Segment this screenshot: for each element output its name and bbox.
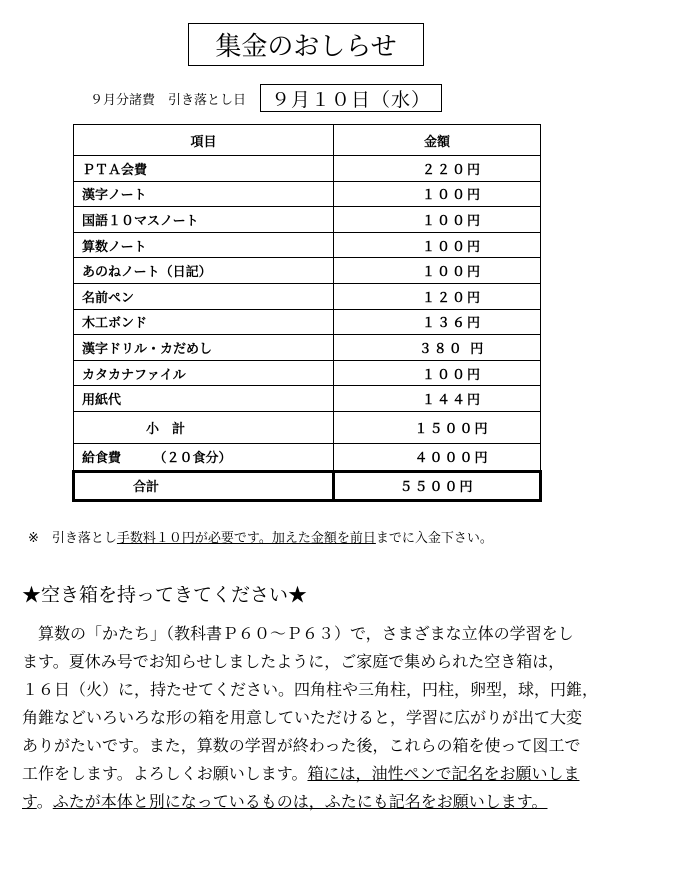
table-row	[74, 258, 541, 284]
paragraph-line: ありがたいです。また，算数の学習が終わった後，これらの箱を使って図工で	[22, 736, 581, 755]
line7-plain: 。	[36, 792, 53, 811]
subtotal-row	[74, 411, 541, 443]
row-item: 漢字ドリル・カだめし	[74, 335, 334, 361]
header-item: 項目	[74, 125, 334, 156]
fee-table	[72, 124, 542, 502]
paragraph-line: １６日（火）に，持たせてください。四角柱や三角柱，円柱，卵型，球，円錐，	[22, 680, 599, 699]
total-row	[74, 471, 541, 500]
line6-plain: 工作をします。よろしくお願いします。	[22, 764, 308, 783]
withdrawal-date: ９月１０日（水）	[260, 84, 442, 112]
instructions-paragraph	[22, 620, 672, 816]
paragraph-line: ます。夏休み号でお知らせしましたように，ご家庭で集められた空き箱は，	[22, 652, 565, 671]
table-row	[74, 386, 541, 412]
row-amount: １００円	[334, 258, 541, 284]
total-label: 合計	[74, 471, 334, 500]
meal-row	[74, 443, 541, 471]
row-amount: １２０円	[334, 283, 541, 309]
paragraph-line: 算数の「かたち」（教科書Ｐ６０～Ｐ６３）で，さまざまな立体の学習をし	[38, 624, 574, 643]
table-row	[74, 232, 541, 258]
page-title: 集金のおしらせ	[188, 23, 424, 66]
row-amount: ２２０円	[334, 156, 541, 182]
paragraph-line	[22, 760, 672, 788]
section-heading: ★空き箱を持ってきてください★	[22, 584, 308, 606]
total-amount: ５５００円	[334, 471, 541, 500]
table-row	[74, 309, 541, 335]
table-row	[74, 207, 541, 233]
row-item: 名前ペン	[74, 283, 334, 309]
table-row	[74, 181, 541, 207]
withdrawal-line	[90, 84, 442, 112]
meal-label: 給食費 （２０食分）	[74, 443, 334, 471]
row-item: 用紙代	[74, 386, 334, 412]
row-amount: １００円	[334, 232, 541, 258]
subtotal-label: 小 計	[74, 411, 334, 443]
withdrawal-label: ９月分諸費 引き落とし日	[90, 92, 247, 108]
table-header-row	[74, 125, 541, 156]
note-underlined: 手数料１０円が必要です。加えた金額を前日	[116, 531, 376, 546]
row-item: 算数ノート	[74, 232, 334, 258]
row-item: ＰＴＡ会費	[74, 156, 334, 182]
line6-underlined: 箱には，油性ペンで記名をお願いしま	[307, 764, 580, 783]
line7-underlined: ふたが本体と別になっているものは，ふたにも記名をお願いします。	[52, 792, 548, 811]
table-row	[74, 283, 541, 309]
note-prefix: ※ 引き落とし	[28, 531, 117, 546]
header-amount: 金額	[334, 125, 541, 156]
line7-underlined-start: す	[22, 792, 37, 811]
row-item: カタカナファイル	[74, 360, 334, 386]
fee-note	[28, 527, 493, 546]
row-item: あのねノート（日記）	[74, 258, 334, 284]
row-item: 漢字ノート	[74, 181, 334, 207]
row-amount: １００円	[334, 207, 541, 233]
paragraph-line	[22, 788, 672, 816]
meal-amount: ４０００円	[334, 443, 541, 471]
row-amount: １００円	[334, 360, 541, 386]
subtotal-amount: １５００円	[334, 411, 541, 443]
table-row	[74, 360, 541, 386]
row-amount: １４４円	[334, 386, 541, 412]
row-item: 木工ボンド	[74, 309, 334, 335]
paragraph-line: 角錐などいろいろな形の箱を用意していただけると，学習に広がりが出て大変	[22, 708, 583, 727]
row-item: 国語１０マスノート	[74, 207, 334, 233]
row-amount: １３６円	[334, 309, 541, 335]
table-row	[74, 335, 541, 361]
row-amount: ３８０ 円	[334, 335, 541, 361]
table-row	[74, 156, 541, 182]
note-suffix: までに入金下さい。	[375, 531, 493, 546]
row-amount: １００円	[334, 181, 541, 207]
